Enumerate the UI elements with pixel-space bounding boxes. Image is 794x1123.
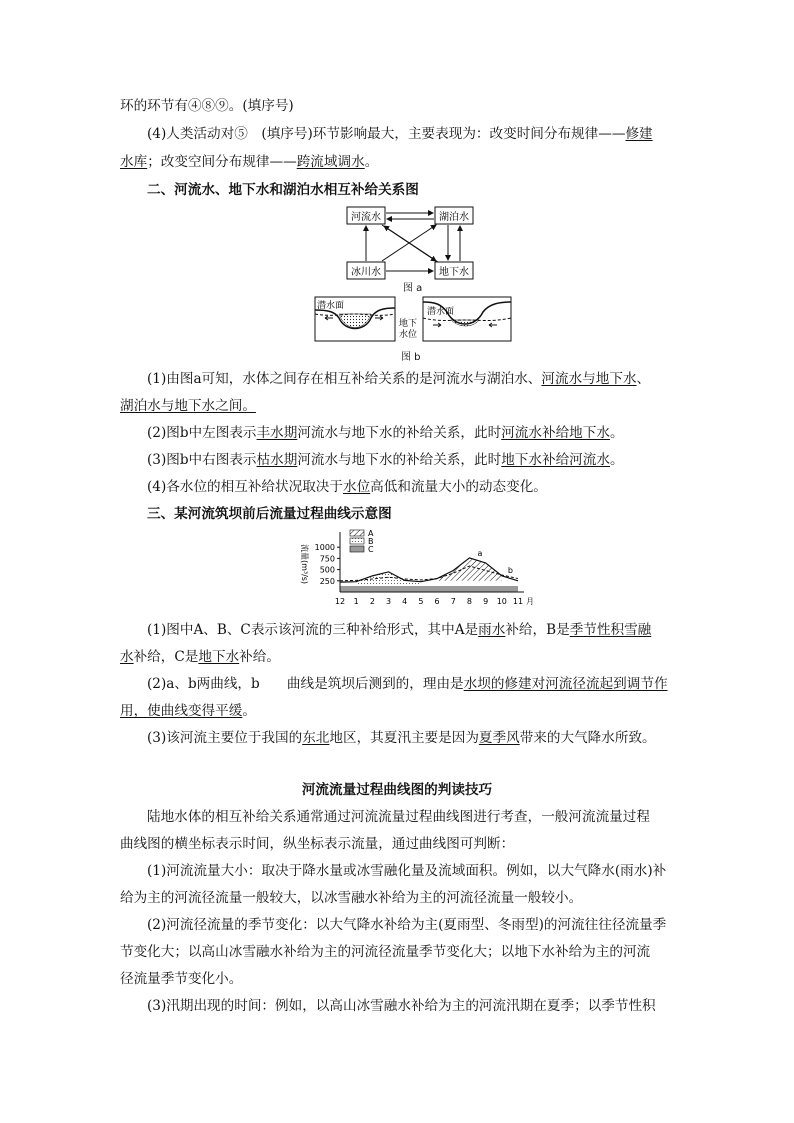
x-tick-label: 4 (402, 597, 408, 606)
node-lake: 湖泊水 (439, 212, 469, 223)
y-axis-label: 流量(m³/s) (300, 543, 309, 585)
text-line: 曲线图的横坐标表示时间，纵坐标表示流量，通过曲线图可判断： (120, 836, 515, 852)
legend-swatch (350, 530, 364, 536)
section-heading: 三、某河流筑坝前后流量过程曲线示意图 (147, 506, 392, 522)
figure-b (313, 294, 513, 346)
curve-label-b: b (507, 565, 513, 575)
section-heading: 二、河流水、地下水和湖泊水相互补给关系图 (147, 182, 419, 198)
x-tick-label: 5 (418, 597, 424, 606)
text-line: (1)由图a可知，水体之间存在相互补给关系的是河流水与湖泊水、河流水与地下水、 (147, 371, 651, 387)
x-tick-label: 8 (466, 597, 473, 606)
legend-swatch (350, 538, 364, 544)
tips-title: 河流流量过程曲线图的判读技巧 (301, 782, 493, 798)
text-line: 水补给，C是地下水补给。 (120, 649, 280, 665)
text-line: (3)汛期出现的时间：例如，以高山冰雪融水补给为主的河流汛期在夏季；以季节性积 (147, 998, 656, 1014)
text-line: 陆地水体的相互补给关系通常通过河流流量过程曲线图进行考查，一般河流流量过程 (147, 809, 650, 825)
x-tick-label: 10 (496, 597, 507, 606)
text-line: 用，使曲线变得平缓。 (120, 703, 256, 719)
text-line: 节变化大；以高山冰雪融水补给为主的河流径流量季节变化大；以地下水补给为主的河流 (120, 944, 651, 960)
legend-swatch (350, 546, 364, 552)
y-tick-label: 750 (319, 554, 335, 564)
text-line: (2)图b中左图表示丰水期河流水与地下水的补给关系，此时河流水补给地下水。 (147, 425, 624, 441)
x-tick-label: 3 (385, 597, 392, 606)
label-water-table-right: 潜水面 (427, 307, 455, 317)
curve-label-a: a (477, 548, 483, 558)
area-c (340, 586, 518, 592)
legend-label: C (368, 545, 374, 554)
text-line: (2)河流径流量的季节变化：以大气降水补给为主(夏雨型、冬雨型)的河流往往径流量季 (147, 917, 667, 933)
text-line: (3)该河流主要位于我国的东北地区，其夏汛主要是因为夏季风带来的大气降水所致。 (147, 730, 656, 746)
text-line: 环的环节有④⑧⑨。(填序号) (120, 98, 294, 114)
text-line: (4)人类活动对⑤ (填序号)环节影响最大，主要表现为：改变时间分布规律——修建 (147, 126, 653, 142)
figure-b-caption: 图 b (401, 352, 421, 363)
text-line: (1)河流流量大小：取决于降水量或冰雪融化量及流域面积。例如，以大气降水(雨水)补 (147, 863, 667, 879)
y-tick-label: 1000 (314, 543, 335, 553)
text-line: 径流量季节变化小。 (120, 971, 243, 987)
x-tick-label: 2 (369, 597, 375, 606)
legend-label: B (368, 537, 374, 546)
y-tick-label: 250 (319, 576, 335, 586)
label-water-table-left: 潜水面 (317, 301, 345, 311)
text-line: (1)图中A、B、C表示该河流的三种补给形式，其中A是雨水补给，B是季节性积雪融 (147, 622, 652, 638)
y-tick-label: 500 (319, 565, 335, 575)
x-tick-label: 12 (334, 597, 346, 606)
x-tick-label: 6 (434, 597, 440, 606)
text-line: (2)a、b两曲线，b 曲线是筑坝后测到的，理由是水坝的修建对河流径流起到调节作 (147, 676, 668, 692)
node-river: 河流水 (351, 212, 381, 223)
figure-a-caption: 图 a (403, 283, 423, 294)
x-tick-label: 7 (450, 597, 456, 606)
node-glacier: 冰川水 (351, 267, 381, 278)
label-groundwater-2: 水位 (399, 330, 418, 340)
x-unit-label: 月 (526, 597, 534, 606)
text-line: 给为主的河流径流量一般较大，以冰雪融水补给为主的河流径流量一般较小。 (120, 890, 583, 906)
text-line: (3)图b中右图表示枯水期河流水与地下水的补给关系，此时地下水补给河流水。 (147, 452, 624, 468)
x-tick-label: 1 (353, 597, 359, 606)
figure-a (340, 204, 480, 290)
text-line: 湖泊水与地下水之间。 (120, 398, 256, 414)
flow-chart (288, 528, 534, 614)
x-tick-label: 9 (483, 597, 489, 606)
node-groundwater: 地下水 (439, 267, 469, 278)
legend-label: A (368, 529, 374, 538)
label-groundwater-1: 地下 (399, 319, 418, 329)
area-a (437, 558, 502, 581)
text-line: 水库；改变空间分布规律——跨流域调水。 (120, 154, 379, 170)
x-tick-label: 11 (512, 597, 524, 606)
text-line: (4)各水位的相互补给状况取决于水位高低和流量大小的动态变化。 (147, 479, 547, 495)
